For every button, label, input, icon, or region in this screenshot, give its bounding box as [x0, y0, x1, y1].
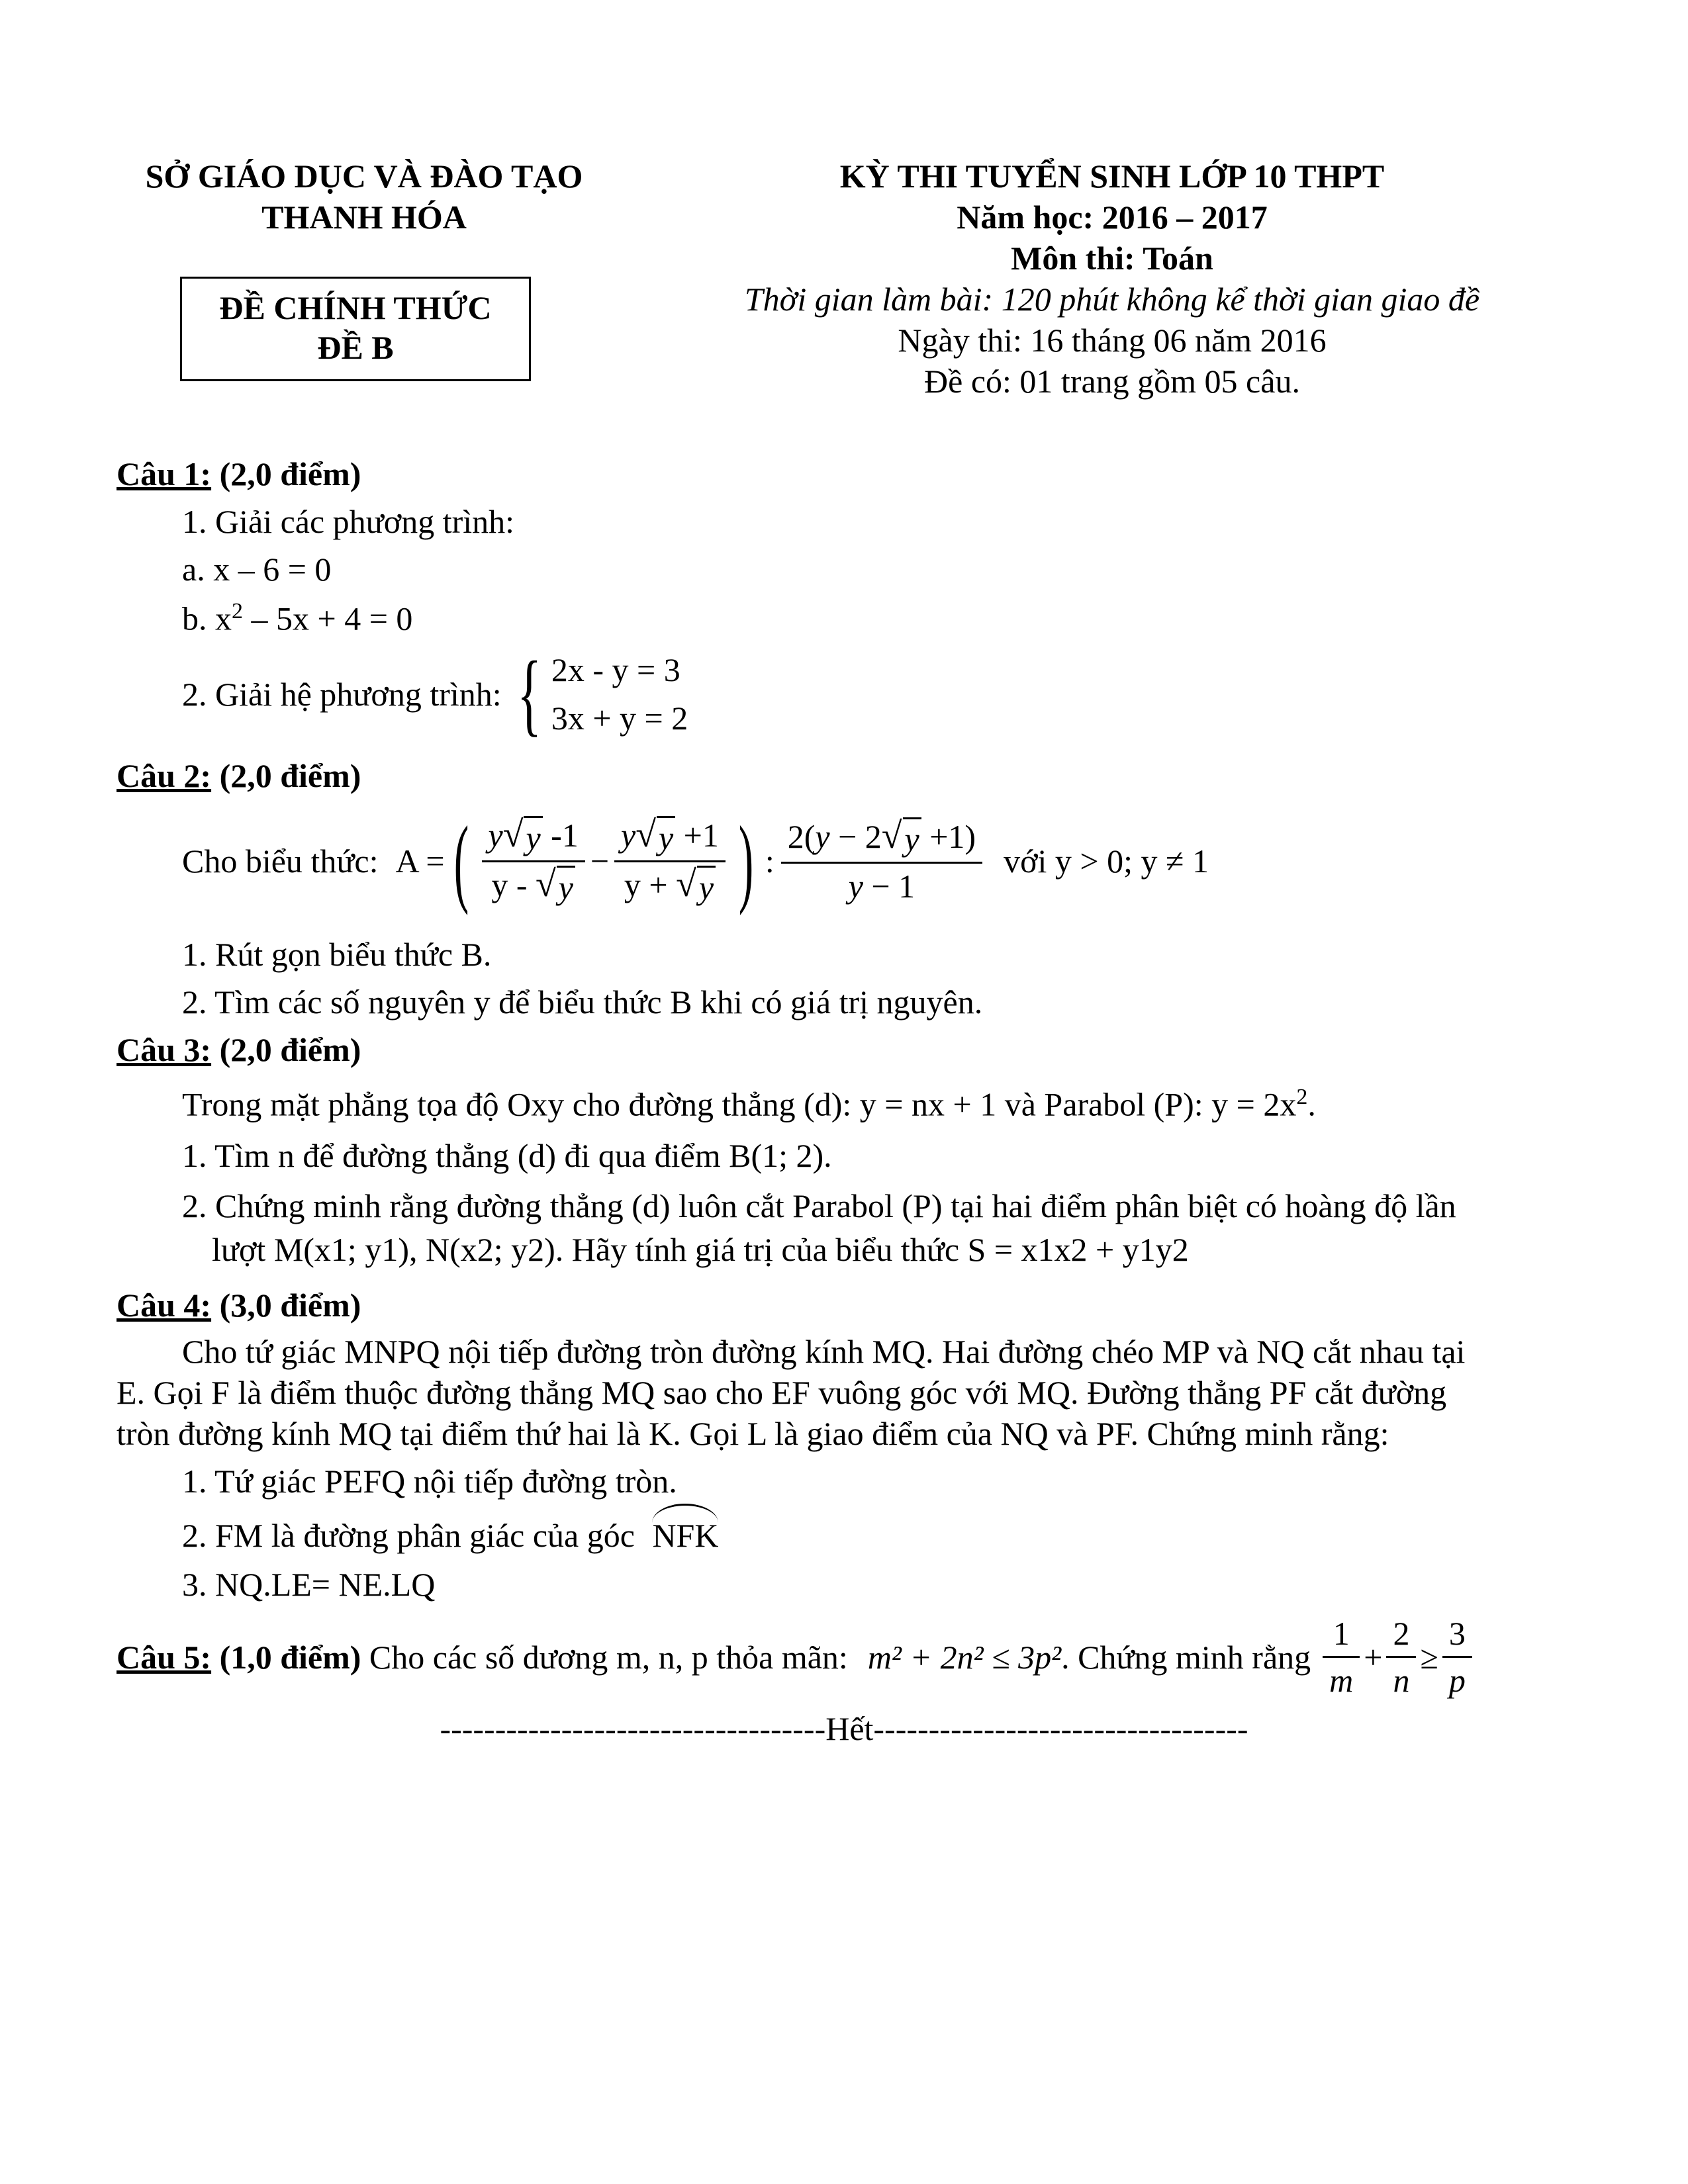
q4-points: (3,0 điểm)	[211, 1287, 361, 1324]
page-count: Đề có: 01 trang gồm 05 câu.	[924, 363, 1300, 400]
system-eq2: 3x + y = 2	[551, 699, 688, 737]
q1-eq-b	[182, 598, 412, 639]
q3-intro-exp: 2	[1296, 1085, 1308, 1109]
exam-header	[682, 156, 1542, 401]
q5-prove-text: . Chứng minh rằng	[1061, 1638, 1311, 1676]
q3-part1: 1. Tìm n để đường thẳng (d) đi qua điểm B(1; 2).	[182, 1137, 832, 1174]
end-marker: -----------------------------------Hết----------------------------------	[440, 1710, 1248, 1747]
fraction-3: 2(y − 2 √ y +1) y − 1	[781, 817, 982, 906]
q2-heading	[117, 756, 361, 796]
equation-system	[551, 646, 688, 742]
fraction-1-over-m: $\frac{1}{m}$	[1323, 1614, 1360, 1700]
right-paren: )	[738, 806, 754, 916]
fraction-1: y √ y -1 y - √ y	[482, 815, 585, 907]
q3-intro-text: Trong mặt phẳng tọa độ Oxy cho đường thẳng (d): y = nx + 1 và Parabol (P): y = 2x	[182, 1085, 1297, 1123]
q2-intro: Cho biểu thức:	[182, 842, 379, 880]
q2-condition: với y > 0; y ≠ 1	[1004, 842, 1209, 880]
expr-a-eq: A =	[395, 842, 445, 880]
q3-part2-line1: 2. Chứng minh rằng đường thẳng (d) luôn cắt Parabol (P) tại hai điểm phân biệt có hoàng độ lần	[182, 1187, 1456, 1224]
q4-text-line1: Cho tứ giác MNPQ nội tiếp đường tròn đường kính MQ. Hai đường chéo MP và NQ cắt nhau tại	[182, 1333, 1466, 1370]
q3-label: Câu 3:	[117, 1031, 212, 1068]
q3-intro	[182, 1084, 1316, 1124]
q1-label: Câu 1:	[117, 455, 212, 492]
q2-label: Câu 2:	[117, 757, 212, 794]
q4-text-line3: tròn đường kính MQ tại điểm thứ hai là K. Gọi L là giao điểm của NQ và PF. Chứng minh rằng:	[117, 1415, 1389, 1452]
q3-part2-line2: lượt M(x1; y1), N(x2; y2). Hãy tính giá trị của biểu thức S = x1x2 + y1y2	[212, 1231, 1189, 1268]
q4-heading	[117, 1285, 361, 1325]
q1-eq-b-pre: b. x	[182, 600, 232, 637]
left-paren: (	[453, 806, 469, 916]
q3-intro-end: .	[1307, 1085, 1316, 1123]
exam-date: Ngày thi: 16 tháng 06 năm 2016	[898, 322, 1327, 359]
department-name	[132, 156, 596, 237]
q3-heading	[117, 1030, 361, 1069]
fraction-2: y √ y +1 y + √ y	[614, 815, 726, 907]
q3-points: (2,0 điểm)	[211, 1031, 361, 1068]
q2-expression: Cho biểu thức: A = ( y √ y -1 y - √ y − y √ y +1 y + √ y ) : 2(y − 2 √ y +1) y − 1 với y > 0; y ≠ 1	[182, 806, 1209, 916]
q1-eq-b-exp: 2	[232, 599, 243, 623]
angle-label: NFK	[652, 1517, 719, 1554]
school-year: Năm học: 2016 – 2017	[957, 199, 1268, 236]
exam-duration: Thời gian làm bài: 120 phút không kể thời gian giao đề	[744, 281, 1480, 318]
q4-text-line2: E. Gọi F là điểm thuộc đường thẳng MQ sao cho EF vuông góc với MQ. Đường thẳng PF cắt đường	[117, 1374, 1447, 1411]
department-line2: THANH HÓA	[261, 199, 467, 236]
fraction-2-over-n: $\frac{2}{n}$	[1386, 1614, 1416, 1700]
department-line1: SỞ GIÁO DỤC VÀ ĐÀO TẠO	[145, 158, 583, 195]
q1-heading	[117, 454, 361, 494]
system-brace: {	[516, 642, 541, 745]
q2-points: (2,0 điểm)	[211, 757, 361, 794]
official-exam-box	[180, 277, 531, 381]
q1-eq-a: a. x – 6 = 0	[182, 551, 332, 588]
q4-part2	[182, 1516, 718, 1555]
q2-part2: 2. Tìm các số nguyên y để biểu thức B khi có giá trị nguyên.	[182, 983, 983, 1021]
q5-line: Câu 5: (1,0 điểm) Cho các số dương m, n, p thỏa mãn: m² + 2n² ≤ 3p² . Chứng minh rằng $\frac{1}{m}$ + $\frac{2}{n}$ ≥ $\frac{3}{p}$	[117, 1614, 1476, 1700]
q4-part2-text: 2. FM là đường phân giác của góc	[182, 1517, 635, 1554]
system-eq1: 2x - y = 3	[551, 651, 680, 688]
q1-part1: 1. Giải các phương trình:	[182, 503, 515, 540]
q5-points: (1,0 điểm)	[211, 1638, 361, 1676]
exam-code: ĐỀ B	[317, 329, 394, 366]
q5-label: Câu 5:	[117, 1638, 212, 1676]
q5-text: Cho các số dương m, n, p thỏa mãn:	[361, 1638, 848, 1676]
q4-label: Câu 4:	[117, 1287, 212, 1324]
angle-symbol	[652, 1516, 718, 1555]
q5-condition: m² + 2n² ≤ 3p²	[867, 1638, 1062, 1676]
q1-eq-b-post: – 5x + 4 = 0	[243, 600, 413, 637]
q4-part3: 3. NQ.LE= NE.LQ	[182, 1566, 436, 1603]
q1-part2-text: 2. Giải hệ phương trình:	[182, 675, 502, 713]
q1-part2	[182, 642, 688, 745]
subject: Môn thi: Toán	[1011, 240, 1213, 277]
fraction-3-over-p: $\frac{3}{p}$	[1442, 1614, 1472, 1700]
exam-title: KỲ THI TUYỂN SINH LỚP 10 THPT	[839, 158, 1385, 195]
q4-part1: 1. Tứ giác PEFQ nội tiếp đường tròn.	[182, 1463, 677, 1500]
q2-part1: 1. Rút gọn biểu thức B.	[182, 936, 492, 973]
official-label: ĐỀ CHÍNH THỨC	[219, 289, 492, 326]
q1-points: (2,0 điểm)	[211, 455, 361, 492]
